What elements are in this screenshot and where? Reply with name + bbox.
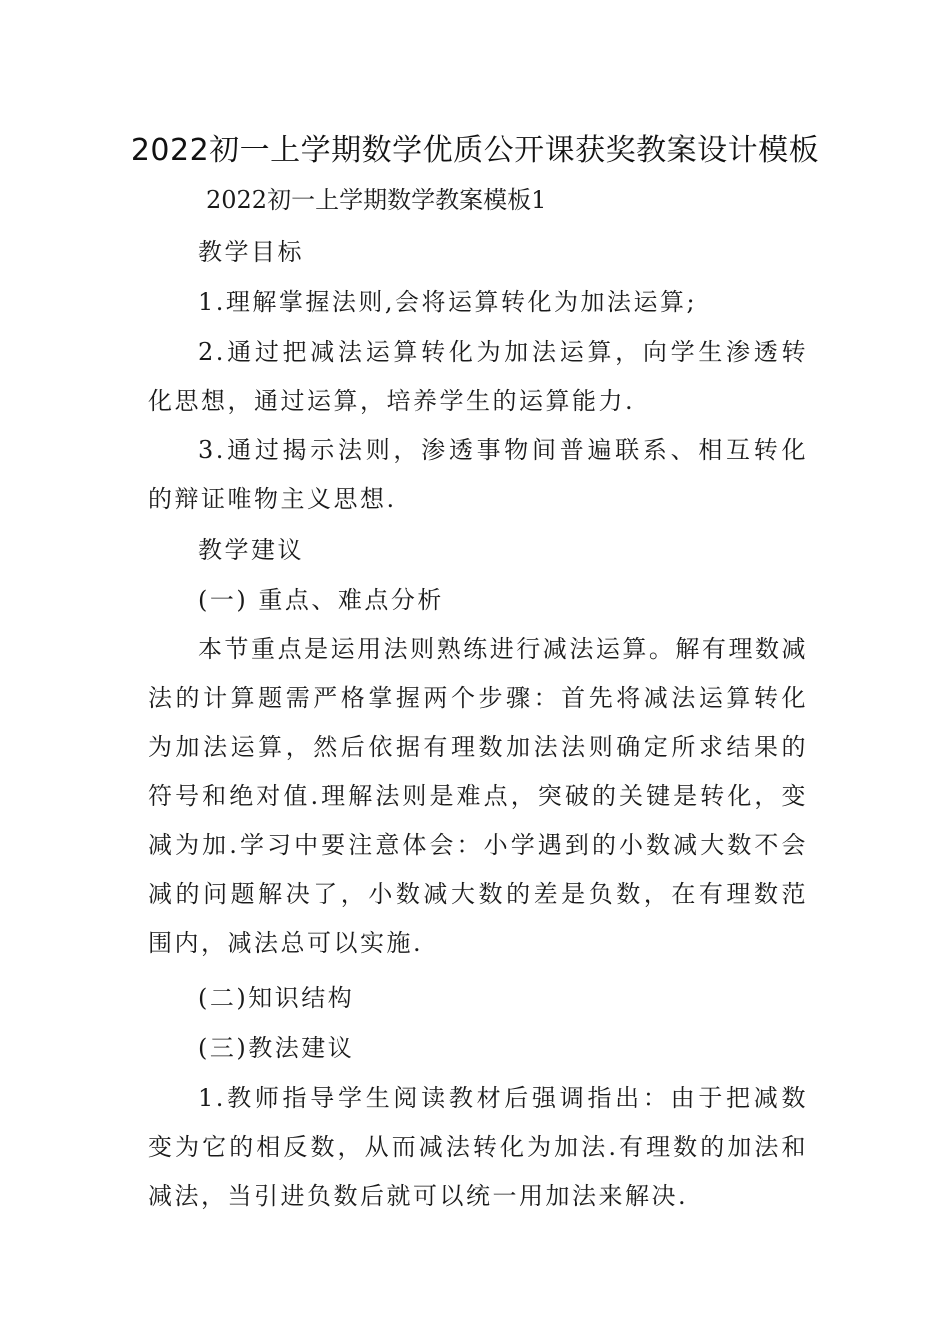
goal-3-paragraph: 3.通过揭示法则，渗透事物间普遍联系、相互转化的辩证唯物主义思想. (148, 436, 808, 513)
advice-1-paragraph: 本节重点是运用法则熟练进行减法运算。解有理数减法的计算题需严格掌握两个步骤：首先将减法运算转化为加法运算，然后依据有理数加法法则确定所求结果的符号和绝对值.理解法则是难点，突破的关键是转化，变减为加.学习中要注意体会：小学遇到的小数减大数不会减的问题解决了，小数减大数的差是负数，在有理数范围内，减法总可以实施. (148, 635, 808, 957)
goals-heading: 教学目标 (198, 238, 304, 266)
document-subtitle: 2022初一上学期数学教案模板1 (206, 186, 547, 214)
advice-heading: 教学建议 (198, 536, 304, 564)
document-title: 2022初一上学期数学优质公开课获奖教案设计模板 (130, 133, 820, 168)
goal-2-paragraph: 2.通过把减法运算转化为加法运算，向学生渗透转化思想，通过运算，培养学生的运算能力. (148, 338, 808, 415)
advice-3-heading: (三)教法建议 (198, 1034, 355, 1062)
method-1-paragraph: 1.教师指导学生阅读教材后强调指出：由于把减数变为它的相反数，从而减法转化为加法.有理数的加法和减法，当引进负数后就可以统一用加法来解决. (148, 1084, 808, 1210)
advice-1-heading: (一) 重点、难点分析 (198, 586, 444, 614)
goal-1-paragraph: 1.理解掌握法则,会将运算转化为加法运算; (198, 288, 698, 316)
advice-2-heading: (二)知识结构 (198, 984, 355, 1012)
